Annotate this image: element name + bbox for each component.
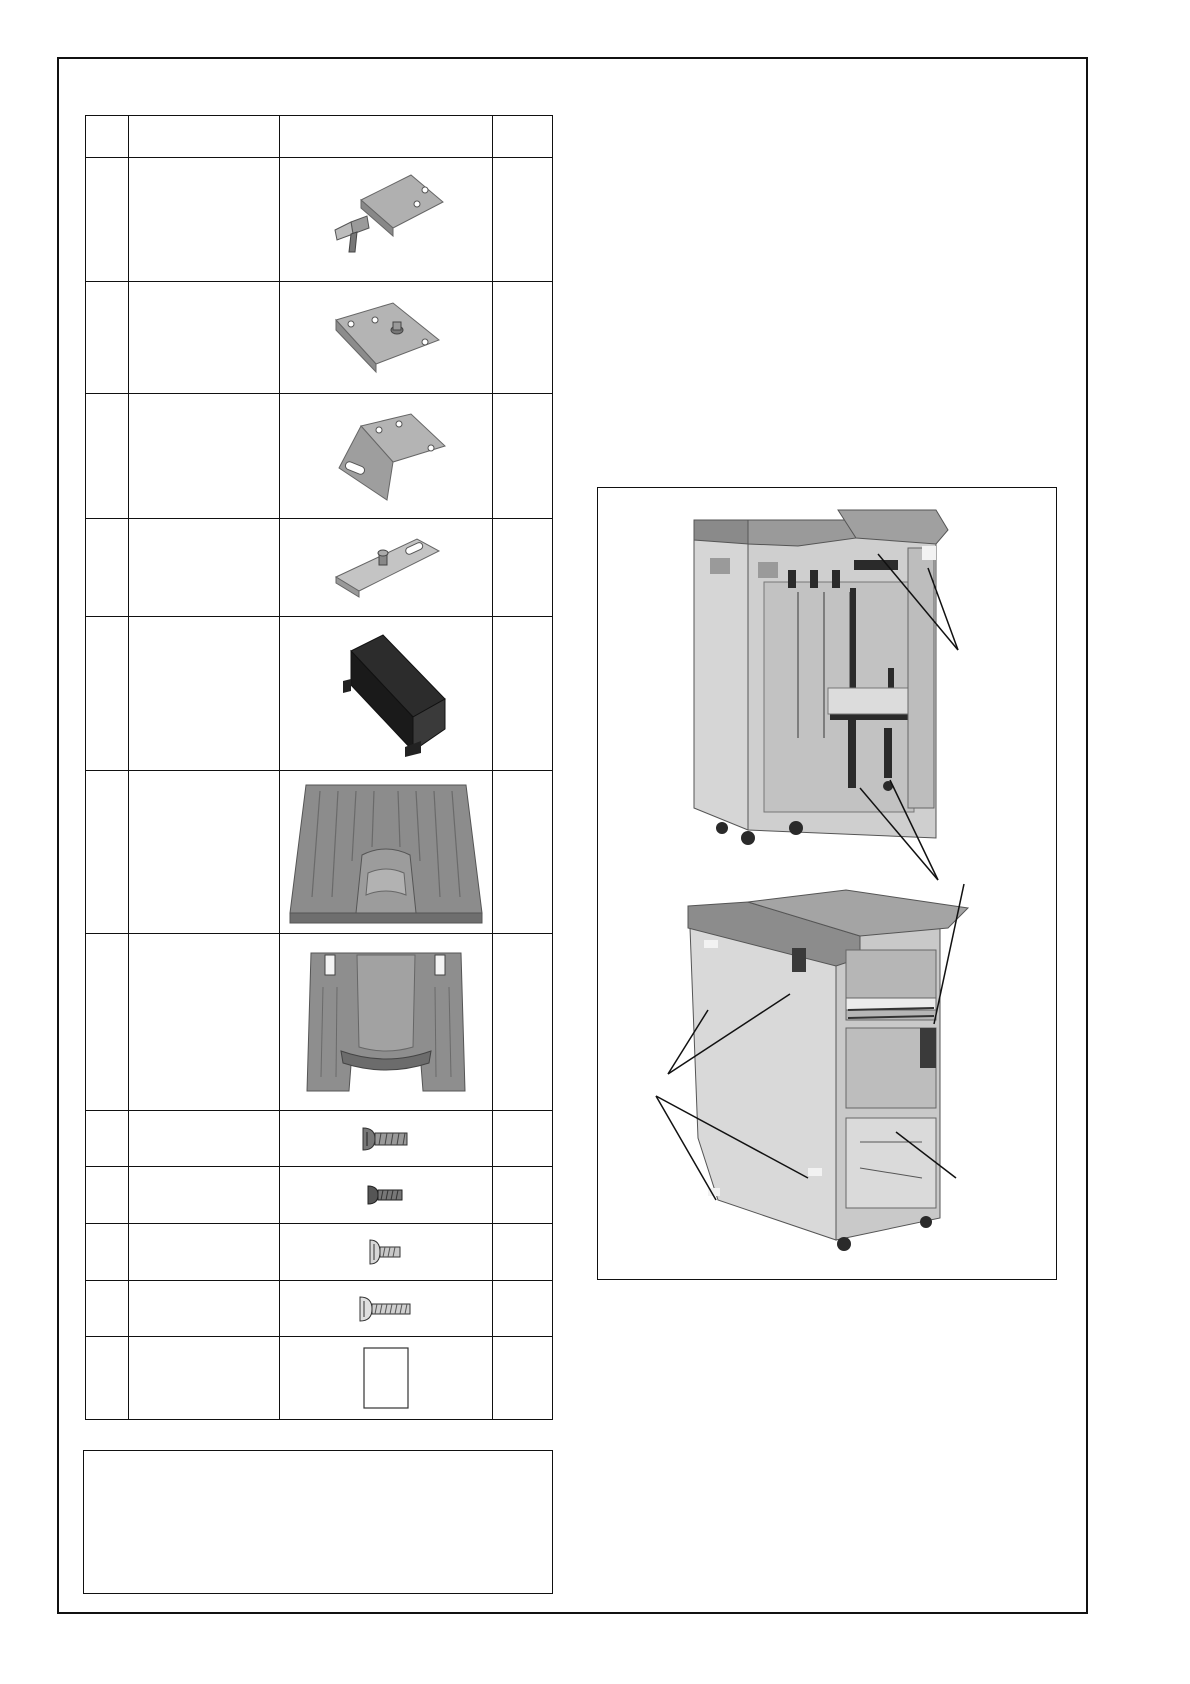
part-qty	[492, 158, 552, 282]
table-row	[86, 1337, 553, 1420]
part-qty	[492, 771, 552, 934]
part-name	[129, 1224, 280, 1281]
tray-cover-icon	[301, 947, 471, 1097]
photo-panel	[597, 487, 1057, 1280]
mounting-bracket-with-pin-icon	[321, 170, 451, 270]
table-row	[86, 394, 553, 519]
part-name	[129, 158, 280, 282]
part-qty	[492, 934, 552, 1111]
black-cover-bracket-icon	[321, 629, 451, 759]
slotted-plate-with-stud-icon	[321, 533, 451, 603]
part-no	[86, 1337, 129, 1420]
paper-document-icon	[362, 1346, 410, 1410]
mounting-plate-with-stud-icon	[321, 298, 451, 378]
part-qty	[492, 1111, 552, 1167]
table-row	[86, 282, 553, 394]
part-qty	[492, 1167, 552, 1224]
part-qty	[492, 394, 552, 519]
part-no	[86, 394, 129, 519]
part-name	[129, 282, 280, 394]
part-no	[86, 617, 129, 771]
part-no	[86, 934, 129, 1111]
part-no	[86, 1167, 129, 1224]
header-qty	[492, 116, 552, 158]
part-name	[129, 1337, 280, 1420]
part-name	[129, 519, 280, 617]
part-no	[86, 158, 129, 282]
finisher-rear-view-photo	[694, 510, 958, 880]
part-qty	[492, 1281, 552, 1337]
part-name	[129, 771, 280, 934]
screw-large-head-icon	[361, 1124, 411, 1154]
header-name	[129, 116, 280, 158]
part-name	[129, 1167, 280, 1224]
part-qty	[492, 282, 552, 394]
parts-table	[85, 115, 553, 1420]
part-no	[86, 771, 129, 934]
screw-long-icon	[358, 1294, 414, 1324]
part-name	[129, 1111, 280, 1167]
part-name	[129, 1281, 280, 1337]
table-row	[86, 1224, 553, 1281]
part-no	[86, 519, 129, 617]
table-header-row	[86, 116, 553, 158]
finisher-front-view-photo	[656, 884, 968, 1251]
table-row	[86, 617, 553, 771]
table-row	[86, 519, 553, 617]
part-qty	[492, 1224, 552, 1281]
part-qty	[492, 1337, 552, 1420]
part-no	[86, 282, 129, 394]
part-no	[86, 1281, 129, 1337]
header-no	[86, 116, 129, 158]
part-name	[129, 617, 280, 771]
part-qty	[492, 617, 552, 771]
header-shape	[280, 116, 492, 158]
table-row	[86, 1281, 553, 1337]
table-row	[86, 158, 553, 282]
table-row	[86, 1111, 553, 1167]
part-qty	[492, 519, 552, 617]
screw-small-dark-icon	[366, 1182, 406, 1208]
part-name	[129, 394, 280, 519]
screw-small-light-icon	[366, 1237, 406, 1267]
note-box	[83, 1450, 553, 1594]
table-row	[86, 771, 553, 934]
table-row	[86, 1167, 553, 1224]
part-name	[129, 934, 280, 1111]
table-row	[86, 934, 553, 1111]
part-no	[86, 1224, 129, 1281]
angled-bracket-with-slot-icon	[321, 406, 451, 506]
part-no	[86, 1111, 129, 1167]
output-tray-icon	[286, 777, 486, 927]
